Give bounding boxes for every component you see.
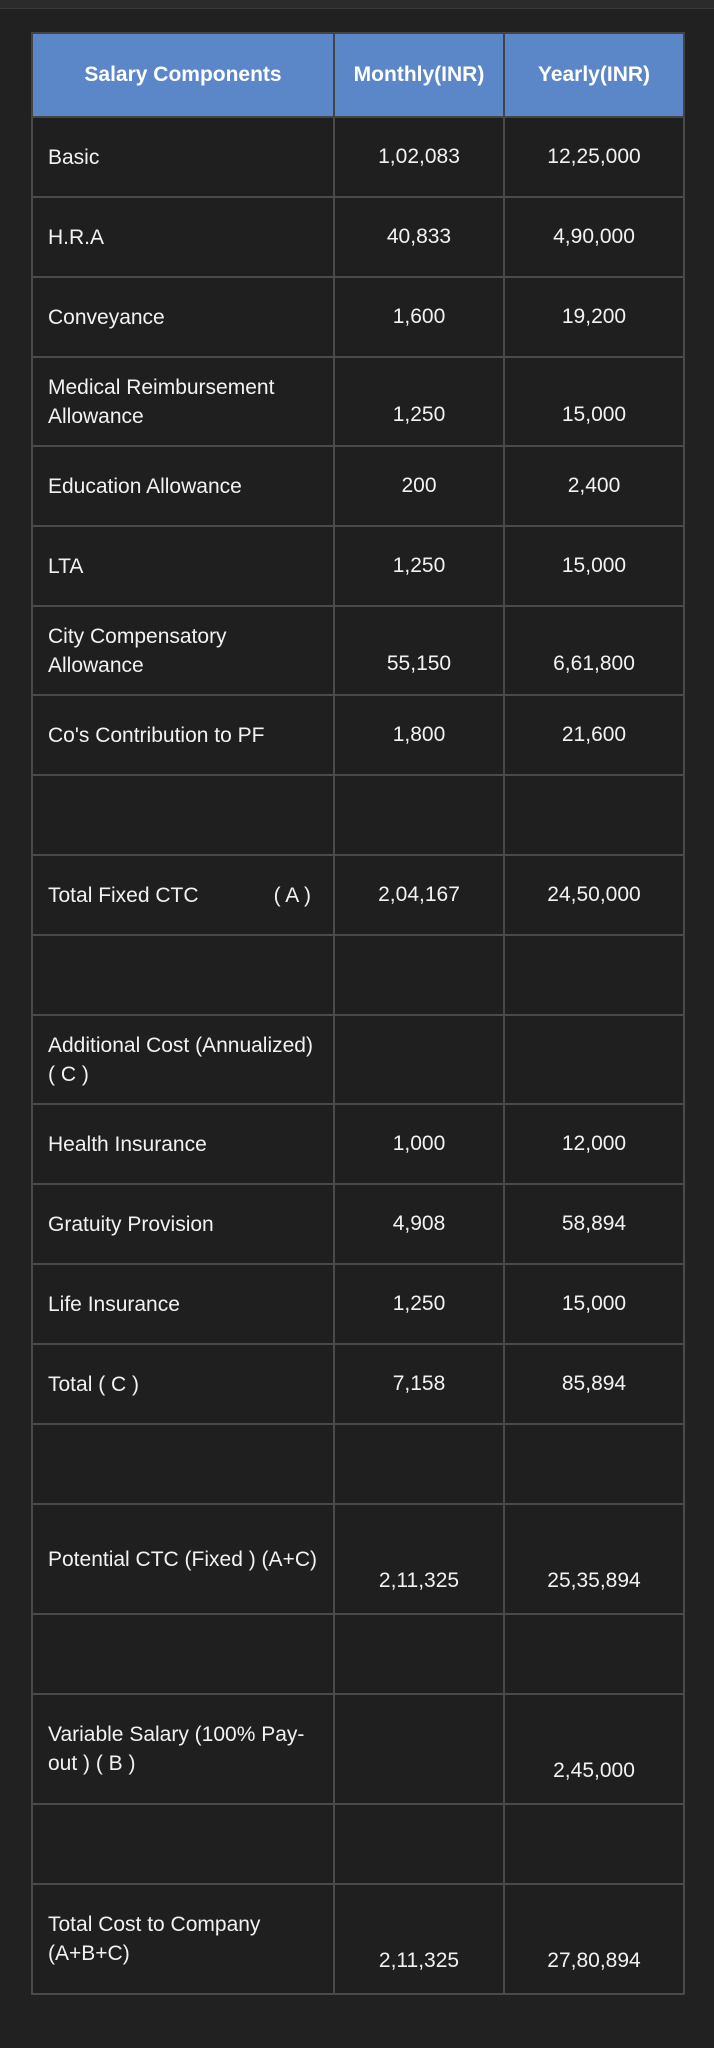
row-monthly: 1,250	[334, 526, 504, 606]
row-label: H.R.A	[32, 197, 334, 277]
row-label: Education Allowance	[32, 446, 334, 526]
row-monthly: 1,600	[334, 277, 504, 357]
row-monthly: 200	[334, 446, 504, 526]
table-row-blank	[32, 775, 684, 855]
table-row-potential-ctc	[32, 1504, 684, 1614]
row-label: Co's Contribution to PF	[32, 695, 334, 775]
row-label	[32, 1424, 334, 1504]
table-row-basic	[32, 117, 684, 197]
row-label-suffix: ( A )	[273, 883, 311, 907]
row-monthly	[334, 1015, 504, 1104]
row-monthly	[334, 1424, 504, 1504]
row-monthly	[334, 1694, 504, 1804]
row-label	[32, 935, 334, 1015]
row-monthly: 7,158	[334, 1344, 504, 1424]
row-yearly	[504, 1424, 684, 1504]
table-header-row	[32, 33, 684, 117]
row-label: Health Insurance	[32, 1104, 334, 1184]
row-yearly: 19,200	[504, 277, 684, 357]
row-monthly: 1,250	[334, 1264, 504, 1344]
row-label-text: Total Fixed CTC	[48, 883, 199, 907]
row-label: LTA	[32, 526, 334, 606]
row-yearly: 24,50,000	[504, 855, 684, 935]
row-label: Total ( C )	[32, 1344, 334, 1424]
row-monthly: 55,150	[334, 606, 504, 695]
header-monthly: Monthly(INR)	[334, 33, 504, 117]
row-yearly: 2,400	[504, 446, 684, 526]
row-monthly: 1,800	[334, 695, 504, 775]
row-label	[32, 775, 334, 855]
row-yearly	[504, 1804, 684, 1884]
salary-table-container	[31, 32, 683, 1995]
table-row-total-c	[32, 1344, 684, 1424]
table-row-lta	[32, 526, 684, 606]
table-row-pf	[32, 695, 684, 775]
row-monthly: 4,908	[334, 1184, 504, 1264]
table-row-variable-salary	[32, 1694, 684, 1804]
salary-breakup-table	[31, 32, 685, 1995]
table-row-city-compensatory	[32, 606, 684, 695]
row-yearly	[504, 935, 684, 1015]
table-row-blank	[32, 1804, 684, 1884]
row-monthly	[334, 1804, 504, 1884]
top-edge-strip	[0, 0, 714, 9]
table-row-health-insurance	[32, 1104, 684, 1184]
table-row-blank	[32, 1614, 684, 1694]
row-monthly: 1,02,083	[334, 117, 504, 197]
table-row-life-insurance	[32, 1264, 684, 1344]
table-row-additional-cost	[32, 1015, 684, 1104]
row-label: Additional Cost (Annualized) ( C )	[32, 1015, 334, 1104]
table-row-gratuity	[32, 1184, 684, 1264]
row-yearly: 15,000	[504, 526, 684, 606]
row-yearly: 85,894	[504, 1344, 684, 1424]
row-label: Variable Salary (100% Pay-out ) ( B )	[32, 1694, 334, 1804]
row-yearly: 6,61,800	[504, 606, 684, 695]
row-label: City Compensatory Allowance	[32, 606, 334, 695]
row-yearly: 15,000	[504, 357, 684, 446]
row-monthly	[334, 1614, 504, 1694]
row-yearly	[504, 1015, 684, 1104]
row-label: Conveyance	[32, 277, 334, 357]
table-row-medical	[32, 357, 684, 446]
table-row-blank	[32, 935, 684, 1015]
row-yearly	[504, 1614, 684, 1694]
row-label	[32, 1614, 334, 1694]
row-monthly: 1,250	[334, 357, 504, 446]
row-monthly: 2,11,325	[334, 1504, 504, 1614]
row-monthly	[334, 935, 504, 1015]
row-label: Basic	[32, 117, 334, 197]
row-monthly: 40,833	[334, 197, 504, 277]
row-label: Potential CTC (Fixed ) (A+C)	[32, 1504, 334, 1614]
row-label: Medical Reimbursement Allowance	[32, 357, 334, 446]
header-yearly: Yearly(INR)	[504, 33, 684, 117]
row-yearly: 27,80,894	[504, 1884, 684, 1994]
row-yearly: 2,45,000	[504, 1694, 684, 1804]
row-yearly	[504, 775, 684, 855]
row-label: Life Insurance	[32, 1264, 334, 1344]
row-monthly: 2,04,167	[334, 855, 504, 935]
row-yearly: 4,90,000	[504, 197, 684, 277]
row-yearly: 12,25,000	[504, 117, 684, 197]
row-monthly: 1,000	[334, 1104, 504, 1184]
row-yearly: 12,000	[504, 1104, 684, 1184]
table-row-total-ctc	[32, 1884, 684, 1994]
row-monthly: 2,11,325	[334, 1884, 504, 1994]
table-row-total-fixed-ctc	[32, 855, 684, 935]
row-yearly: 21,600	[504, 695, 684, 775]
row-label	[32, 1804, 334, 1884]
row-label	[32, 855, 334, 935]
row-yearly: 15,000	[504, 1264, 684, 1344]
table-row-hra	[32, 197, 684, 277]
table-row-education	[32, 446, 684, 526]
row-yearly: 58,894	[504, 1184, 684, 1264]
row-monthly	[334, 775, 504, 855]
header-salary-components: Salary Components	[32, 33, 334, 117]
table-row-blank	[32, 1424, 684, 1504]
table-row-conveyance	[32, 277, 684, 357]
row-label: Total Cost to Company (A+B+C)	[32, 1884, 334, 1994]
row-label: Gratuity Provision	[32, 1184, 334, 1264]
row-yearly: 25,35,894	[504, 1504, 684, 1614]
